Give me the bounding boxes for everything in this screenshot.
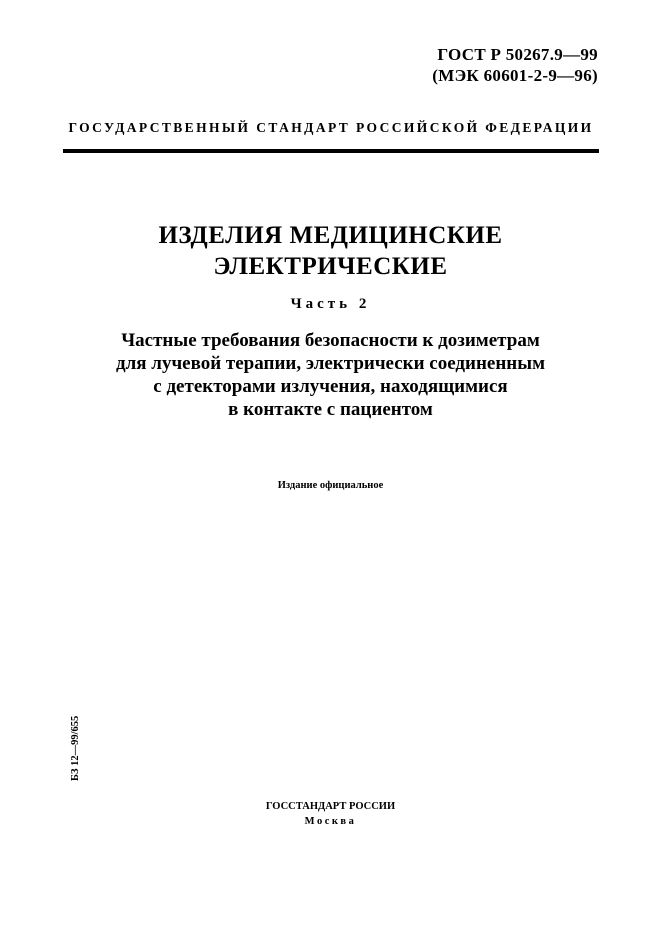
state-standard-heading: ГОСУДАРСТВЕННЫЙ СТАНДАРТ РОССИЙСКОЙ ФЕДЕРАЦИИ (68, 120, 594, 135)
subtitle-line-3: с детекторами излучения, находящимися (153, 376, 508, 397)
iec-number: (МЭК 60601-2-9—96) (432, 66, 598, 85)
subtitle-line-2: для лучевой терапии, электрически соединенным (115, 353, 546, 374)
document-subtitle (0, 329, 661, 421)
side-print-code: БЗ 12—99/655 (70, 715, 81, 781)
standard-number: ГОСТ Р 50267.9—99 (437, 45, 598, 64)
subtitle-line-4: в контакте с пациентом (228, 399, 433, 420)
header-divider (63, 149, 599, 153)
document-title (0, 220, 661, 282)
standard-designation (432, 44, 598, 86)
part-label: Часть 2 (290, 296, 371, 312)
title-line-2: ЭЛЕКТРИЧЕСКИЕ (213, 253, 448, 280)
title-line-1: ИЗДЕЛИЯ МЕДИЦИНСКИЕ (158, 222, 503, 249)
subtitle-line-1: Частные требования безопасности к дозиметрам (121, 330, 540, 351)
publisher-name: ГОССТАНДАРТ РОССИИ (265, 801, 396, 812)
publisher-city: Москва (304, 816, 357, 827)
edition-label: Издание официальное (277, 480, 384, 491)
publisher-block (0, 799, 661, 829)
